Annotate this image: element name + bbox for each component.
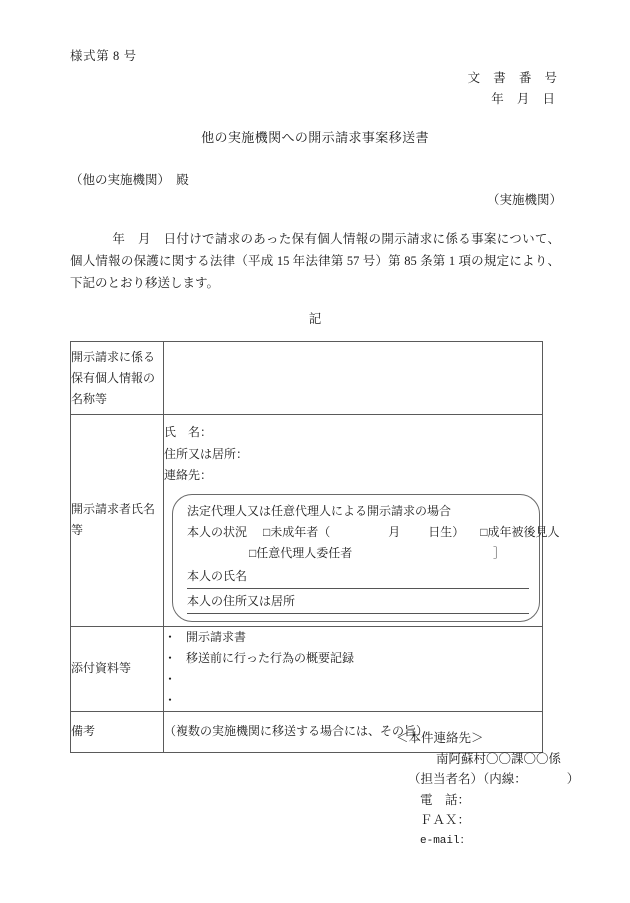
issuer-line: （実施機関）: [486, 193, 562, 207]
attachment-label: 開示請求書: [186, 629, 247, 644]
body-line-1: 年 月 日付けで請求のあった保有個人情報の開示請求に係る事案について、個: [70, 232, 560, 268]
table-row: [71, 415, 543, 627]
contact-heading: ＜本件連絡先＞: [396, 731, 484, 745]
contact-person-close: ）: [566, 772, 580, 786]
principal-name-field[interactable]: 本人の氏名: [187, 566, 529, 589]
contact-organization: 南阿蘇村〇〇課〇〇係: [436, 751, 562, 766]
requester-address-field[interactable]: 住所又は居所：: [164, 446, 249, 461]
proxy-box-title: 法定代理人又は任意代理人による開示請求の場合: [187, 503, 452, 518]
row-value-requester: [164, 415, 560, 627]
list-item[interactable]: [164, 690, 542, 711]
bullet-marker: ・: [164, 692, 177, 707]
contact-phone[interactable]: 電 話：: [420, 792, 471, 807]
contact-block: [396, 728, 579, 851]
document-number-label: 文 書 番 号: [467, 71, 562, 85]
body-line-3: おり移送します。: [120, 276, 220, 290]
row-label-remarks: 備考: [71, 711, 164, 752]
row-label-requester: 開示請求者氏名等: [71, 415, 164, 627]
requester-contact-field[interactable]: 連絡先：: [164, 468, 213, 482]
bullet-marker: ・: [164, 650, 177, 665]
list-item[interactable]: [164, 669, 542, 690]
bullet-marker: ・: [164, 671, 177, 686]
attachment-list: [164, 627, 542, 711]
row-label-info-name: 開示請求に係る保有個人情報の名称等: [71, 342, 164, 415]
proxy-checkbox-ward[interactable]: □成年被後見人: [480, 524, 560, 539]
requester-name-field[interactable]: 氏 名：: [164, 425, 213, 439]
form-number: 様式第 8 号: [70, 49, 137, 63]
bullet-marker: ・: [164, 629, 177, 644]
contact-fax[interactable]: ＦＡＸ：: [420, 813, 471, 827]
proxy-status-label: 本人の状況: [187, 524, 248, 539]
body-line-2: 人情報の保護に関する法律（平成 15 年法律第 57 号）第 85 条第 1 項の規定により、下記のと: [70, 254, 560, 290]
proxy-status-line: [187, 522, 560, 543]
list-item[interactable]: [164, 648, 542, 669]
proxy-birth-month: 月: [388, 524, 401, 539]
addressee-line: （他の実施機関） 殿: [70, 173, 189, 187]
contact-person-label: （担当者名）（内線：: [408, 772, 527, 786]
transfer-form-table: [70, 341, 560, 753]
attachment-label: 移送前に行った行為の概要記録: [186, 650, 355, 665]
table-row: [71, 342, 543, 415]
proxy-checkbox-minor[interactable]: □未成年者（: [263, 524, 331, 539]
proxy-birth-day: 日生）: [428, 524, 465, 539]
document-date-label: 年 月 日: [491, 92, 560, 106]
ki-marker: 記: [308, 312, 322, 326]
contact-email[interactable]: e-mail：: [420, 834, 471, 847]
contact-person-line: [396, 769, 579, 790]
table-row: [71, 626, 543, 711]
proxy-request-box: [172, 494, 560, 622]
row-value-attachments: [164, 626, 543, 711]
list-item[interactable]: [164, 627, 542, 648]
proxy-status-line-2: [187, 543, 529, 564]
row-label-attachments: 添付資料等: [71, 626, 164, 711]
proxy-bracket: ］: [492, 545, 505, 560]
row-value-info-name[interactable]: [164, 342, 543, 415]
row-value-remarks[interactable]: （複数の実施機関に移送する場合には、その旨）: [164, 711, 543, 752]
page-title: 他の実施機関への開示請求事案移送書: [201, 130, 429, 145]
body-paragraph: [70, 228, 560, 294]
principal-address-field[interactable]: 本人の住所又は居所: [187, 591, 529, 614]
proxy-checkbox-voluntary[interactable]: □任意代理人委任者: [249, 545, 353, 560]
